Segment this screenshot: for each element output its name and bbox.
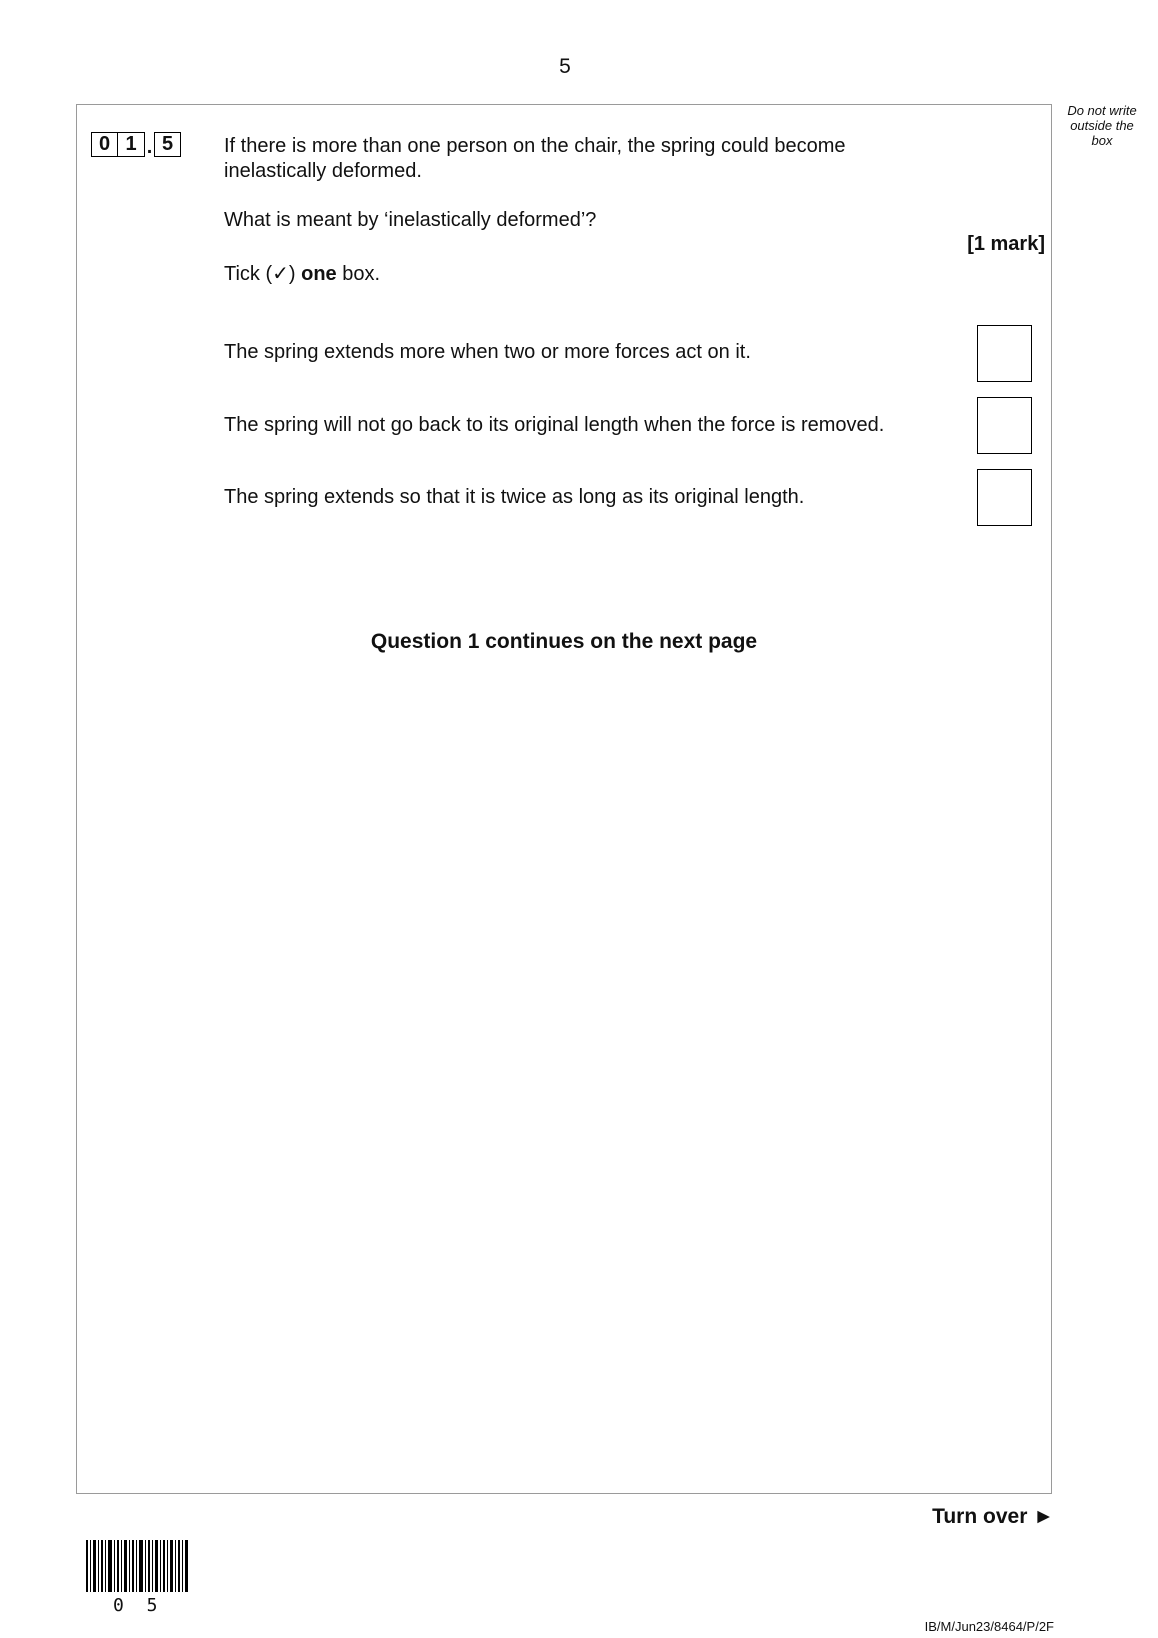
question-digit: 0 bbox=[91, 132, 118, 157]
question-prompt: What is meant by ‘inelastically deformed’? bbox=[224, 209, 597, 231]
instruction-after: box. bbox=[336, 263, 381, 285]
question-part-digit: 5 bbox=[154, 132, 181, 157]
option-text: The spring extends more when two or more forces act on it. bbox=[224, 341, 751, 363]
answer-frame bbox=[76, 104, 1052, 1494]
turn-over-label: Turn over ► bbox=[932, 1505, 1054, 1528]
margin-note-line: Do not write bbox=[1067, 103, 1137, 118]
instruction-before: Tick (✓) bbox=[224, 263, 302, 285]
barcode bbox=[86, 1540, 196, 1594]
option-text: The spring will not go back to its original length when the force is removed. bbox=[224, 414, 885, 436]
paper-reference: IB/M/Jun23/8464/P/2F bbox=[924, 1619, 1054, 1634]
tick-box[interactable] bbox=[977, 325, 1032, 382]
tick-box[interactable] bbox=[977, 469, 1032, 526]
margin-note-line: box bbox=[1091, 133, 1113, 148]
marks-label: [1 mark] bbox=[967, 233, 1045, 255]
instruction-bold: one bbox=[301, 263, 337, 285]
question-number-separator: . bbox=[146, 136, 153, 158]
barcode-number: 0 5 bbox=[113, 1595, 164, 1616]
question-number bbox=[91, 132, 181, 157]
tick-instruction bbox=[224, 262, 380, 287]
continues-note: Question 1 continues on the next page bbox=[370, 630, 758, 653]
option-text: The spring extends so that it is twice as long as its original length. bbox=[224, 486, 805, 508]
tick-box[interactable] bbox=[977, 397, 1032, 454]
margin-note bbox=[1058, 103, 1146, 148]
question-digit: 1 bbox=[118, 132, 145, 157]
page-number: 5 bbox=[559, 55, 571, 78]
margin-note-line: outside the bbox=[1070, 118, 1134, 133]
question-stem: If there is more than one person on the chair, the spring could become inelastically deformed. bbox=[224, 135, 846, 182]
